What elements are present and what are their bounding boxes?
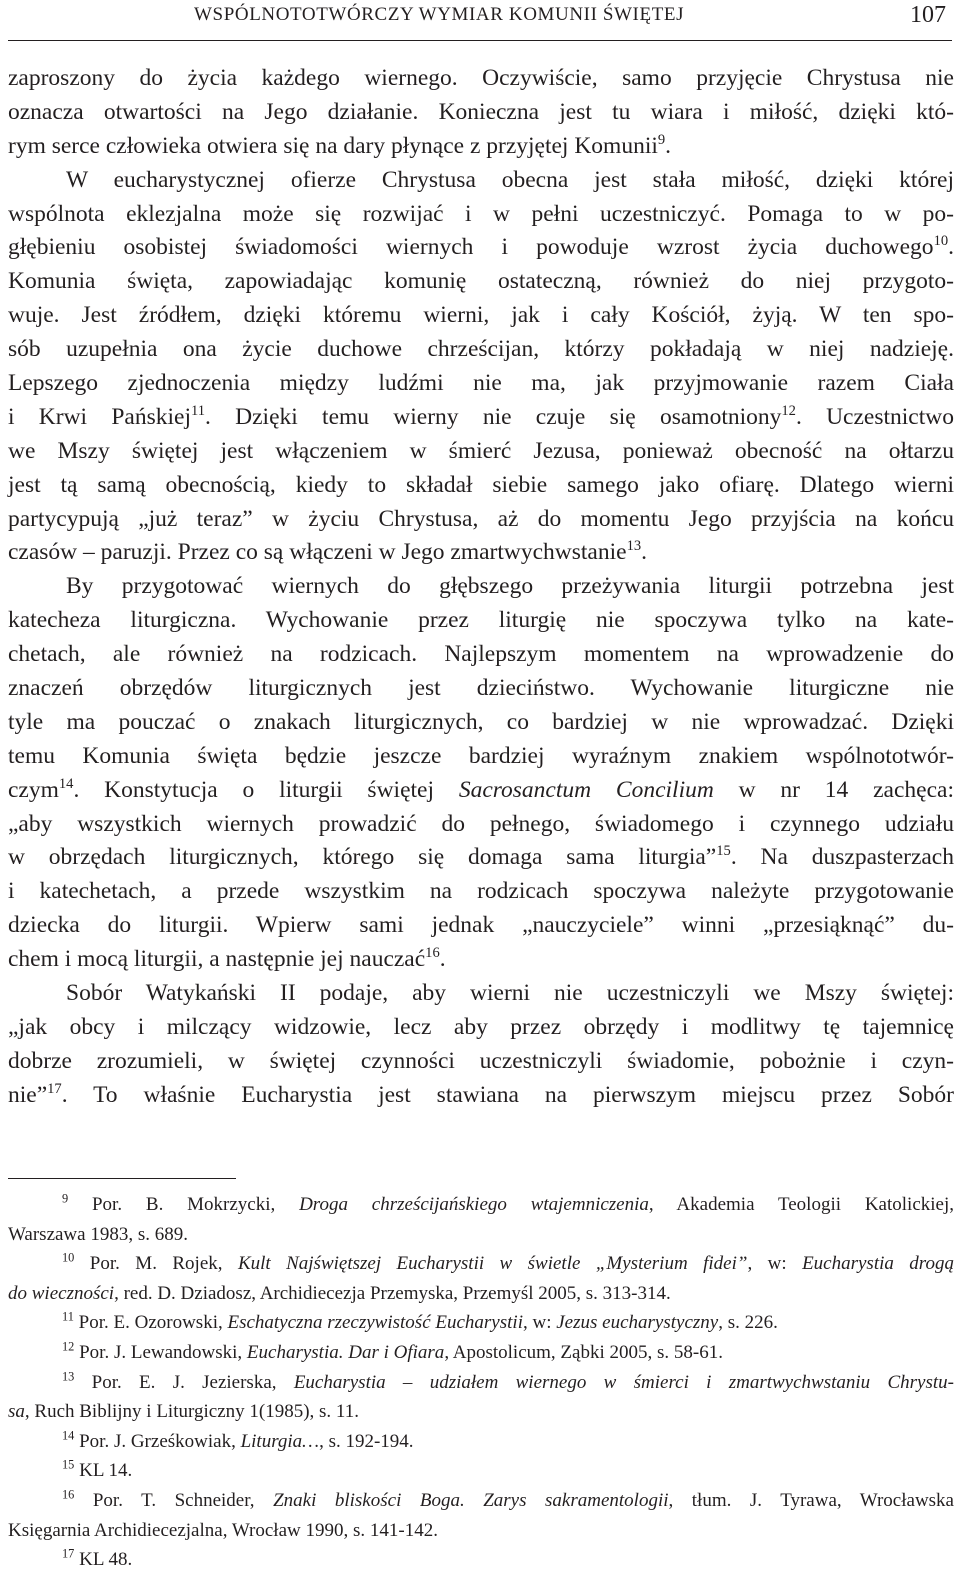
footnote-line — [8, 1516, 954, 1546]
line-text: . — [665, 132, 672, 159]
text-line — [8, 808, 954, 842]
footnote-line — [8, 1427, 954, 1457]
line-text: sób uzupełnia ona życie duchowe chrześcijan, którzy pokładają w niej nadzieję. — [8, 336, 954, 363]
line-text: chem i mocą liturgii, a następnie jej nauczać — [8, 946, 426, 973]
line-text: . — [948, 234, 954, 261]
footnote-text: Por. T. Schneider, — [74, 1489, 274, 1511]
italic-title: Sacrosanctum Concilium — [458, 776, 714, 803]
text-line — [8, 231, 954, 265]
line-text: temu Komunia święta będzie jeszcze bardziej wyraźnym znakiem wspólnototwór- — [8, 742, 954, 769]
text-line — [8, 265, 954, 299]
main-text — [8, 62, 954, 1113]
line-text: czasów – paruzji. Przez co są włączeni w Jego zmartwychwstanie — [8, 539, 627, 566]
italic-title: Liturgia… — [240, 1430, 320, 1452]
text-line — [8, 401, 954, 435]
text-line — [8, 333, 954, 367]
line-text: . Na duszpasterzach — [730, 844, 954, 871]
footnote-text: , Ruch Biblijny i Liturgiczny 1(1985), s. 11. — [24, 1401, 359, 1423]
footnote-separator — [8, 1178, 236, 1179]
footnote-text: KL 14. — [74, 1460, 133, 1482]
text-line — [8, 96, 954, 130]
italic-title: Jezus eucharystyczny — [556, 1312, 719, 1334]
footnote-text: , w: — [747, 1253, 803, 1275]
footnote-number: 14 — [62, 1428, 75, 1443]
footnote-number: 12 — [62, 1339, 75, 1354]
line-text: czym — [8, 776, 59, 803]
line-text: „aby wszystkich wiernych prowadzić do pełnego, świadomego i czynnego udziału — [8, 810, 954, 837]
footnote-text: KL 48. — [74, 1549, 133, 1571]
line-text: . — [641, 539, 648, 566]
text-line — [8, 367, 954, 401]
text-line — [8, 943, 954, 977]
text-line — [8, 198, 954, 232]
line-text: W eucharystycznej ofierze Chrystusa obecna jest stała miłość, dzięki której — [66, 166, 954, 193]
footnote-line — [8, 1486, 954, 1516]
footnote-number: 10 — [62, 1250, 75, 1265]
footnote-ref: 16 — [425, 945, 440, 962]
text-line — [8, 536, 954, 570]
text-line — [8, 570, 954, 604]
text-line — [8, 841, 954, 875]
italic-title: Eucharystia drogą — [802, 1253, 954, 1275]
line-text: partycypują „już teraz” w życiu Chrystusa, aż do momentu Jego przyjścia na końcu — [8, 505, 954, 532]
footnote-line — [8, 1220, 954, 1250]
footnote-line — [8, 1456, 954, 1486]
footnote-line — [8, 1249, 954, 1279]
line-text: we Mszy świętej jest włączeniem w śmierć Jezusa, ponieważ obecność na ołtarzu — [8, 437, 954, 464]
line-text: rym serce człowieka otwiera się na dary płynące z przyjętej Komunii — [8, 132, 658, 159]
footnote-text: Warszawa 1983, s. 689. — [8, 1223, 188, 1245]
italic-title: do wieczności — [8, 1282, 115, 1304]
footnotes — [8, 1190, 954, 1575]
text-line — [8, 774, 954, 808]
line-text: . Konstytucja o liturgii świętej — [73, 776, 459, 803]
italic-title: sa — [8, 1401, 25, 1423]
text-line — [8, 1079, 954, 1113]
line-text: Lepszego zjednoczenia między ludźmi nie ma, jak przyjmowanie razem Ciała — [8, 370, 954, 397]
footnote-line — [8, 1368, 954, 1398]
italic-title: Eucharystia. Dar i Ofiara — [246, 1341, 445, 1363]
line-text: By przygotować wiernych do głębszego przeżywania liturgii potrzebna jest — [66, 573, 954, 600]
italic-title: Kult Najświętszej Eucharystii w świetle „Mysterium fidei” — [237, 1253, 748, 1275]
text-line — [8, 299, 954, 333]
line-text: i Krwi Pańskiej — [8, 403, 191, 430]
footnote-number: 15 — [62, 1458, 75, 1473]
line-text: Komunia święta, zapowiadając komunię ostateczną, również do niej przygoto- — [8, 268, 954, 295]
footnote-line — [8, 1279, 954, 1309]
footnote-text: , s. 192-194. — [319, 1430, 414, 1452]
footnote-text: Por. B. Mokrzycki, — [68, 1194, 300, 1215]
italic-title: Droga chrześcijańskiego wtajemniczenia — [299, 1194, 649, 1215]
footnote-number: 11 — [62, 1310, 74, 1325]
footnote-line — [8, 1338, 954, 1368]
text-line — [8, 875, 954, 909]
footnote-text: , Akademia Teologii Katolickiej, — [648, 1194, 954, 1215]
line-text: oznacza otwartości na Jego działanie. Konieczna jest tu wiara i miłość, dzięki któ- — [8, 98, 954, 125]
page-number: 107 — [910, 2, 946, 28]
line-text: jest tą samą obecnością, kiedy to składał siebie samego jako ofiarę. Dlatego wierni — [8, 471, 954, 498]
footnote-ref: 11 — [190, 403, 206, 420]
footnote-text: Por. J. Lewandowski, — [74, 1341, 247, 1363]
footnote-text: Por. E. J. Jezierska, — [74, 1371, 294, 1393]
text-line — [8, 435, 954, 469]
footnote-ref: 17 — [47, 1080, 62, 1097]
footnote-text: , tłum. J. Tyrawa, Wrocławska — [668, 1489, 954, 1511]
footnote-line — [8, 1190, 954, 1220]
italic-title: Eucharystia – udziałem wiernego w śmierci i zmartwychwstaniu Chrystu- — [293, 1371, 954, 1393]
italic-title: Eschatyczna rzeczywistość Eucharystii — [227, 1312, 523, 1334]
footnote-line — [8, 1308, 954, 1338]
line-text: . — [439, 946, 446, 973]
footnote-text: Por. E. Ozorowski, — [73, 1312, 228, 1334]
italic-title: Znaki bliskości Boga. Zarys sakramentologii — [273, 1489, 669, 1511]
running-title: WSPÓLNOTOTWÓRCZY WYMIAR KOMUNII ŚWIĘTEJ — [194, 4, 685, 25]
footnote-text: , red. D. Dziadosz, Archidiecezja Przemyska, Przemyśl 2005, s. 313-314. — [114, 1282, 671, 1304]
text-line — [8, 909, 954, 943]
line-text: zaproszony do życia każdego wiernego. Oczywiście, samo przyjęcie Chrystusa nie — [8, 65, 954, 91]
text-line — [8, 672, 954, 706]
footnote-number: 16 — [62, 1487, 75, 1502]
footnote-number: 17 — [62, 1546, 75, 1561]
line-text: nie” — [8, 1081, 48, 1108]
line-text: głębieniu osobistej świadomości wiernych i powoduje wzrost życia duchowego — [8, 234, 934, 261]
footnote-text: Por. J. Grześkowiak, — [74, 1430, 241, 1452]
footnote-text: , s. 226. — [718, 1312, 778, 1334]
footnote-text: , w: — [522, 1312, 557, 1334]
line-text: Sobór Watykański II podaje, aby wierni nie uczestniczyli we Mszy świętej: — [66, 980, 954, 1007]
footnote-text: Por. M. Rojek, — [74, 1253, 238, 1275]
footnote-text: Księgarnia Archidiecezjalna, Wrocław 1990, s. 141-142. — [8, 1519, 438, 1541]
line-text: „jak obcy i milczący widzowie, lecz aby przez obrzędy i modlitwy tę tajemnicę — [8, 1013, 954, 1040]
footnote-ref: 12 — [781, 403, 796, 420]
text-line — [8, 740, 954, 774]
text-line — [8, 62, 954, 96]
line-text: chetach, ale również na rodzicach. Najlepszym momentem na wprowadzenie do — [8, 641, 954, 668]
line-text: w obrzędach liturgicznych, którego się domaga sama liturgia” — [8, 844, 717, 871]
text-line — [8, 706, 954, 740]
line-text: wuje. Jest źródłem, dzięki któremu wierni, jak i cały Kościół, żyją. W ten spo- — [8, 302, 954, 329]
text-line — [8, 164, 954, 198]
text-line — [8, 469, 954, 503]
footnote-ref: 9 — [657, 131, 666, 148]
text-line — [8, 503, 954, 537]
footnote-ref: 13 — [626, 538, 642, 555]
line-text: znaczeń obrzędów liturgicznych jest dzieciństwo. Wychowanie liturgiczne nie — [8, 675, 954, 702]
line-text: i katechetach, a przede wszystkim na rodzicach spoczywa należyte przygotowanie — [8, 878, 954, 905]
line-text: dobrze zrozumieli, w świętej czynności uczestniczyli świadomie, pobożnie i czyn- — [8, 1047, 954, 1074]
footnote-ref: 14 — [58, 775, 74, 792]
line-text: . To właśnie Eucharystia jest stawiana na pierwszym miejscu przez Sobór — [61, 1081, 954, 1108]
text-line — [8, 977, 954, 1011]
footnote-line — [8, 1397, 954, 1427]
text-line — [8, 1045, 954, 1079]
footnote-number: 9 — [62, 1191, 69, 1206]
line-text: w nr 14 zachęca: — [713, 776, 954, 803]
text-line — [8, 604, 954, 638]
line-text: wspólnota eklezjalna może się rozwijać i w pełni uczestniczyć. Pomaga to w po- — [8, 200, 954, 227]
line-text: . Dzięki temu wierny nie czuje się osamotniony — [205, 403, 782, 430]
line-text: katecheza liturgiczna. Wychowanie przez liturgię nie spoczywa tylko na kate- — [8, 607, 954, 634]
line-text: dziecka do liturgii. Wpierw sami jednak „nauczyciele” winni „przesiąknąć” du- — [8, 912, 954, 939]
footnote-number: 13 — [62, 1369, 75, 1384]
footnote-ref: 10 — [933, 233, 949, 250]
footnote-line — [8, 1545, 954, 1575]
footnote-text: , Apostolicum, Ząbki 2005, s. 58-61. — [444, 1341, 723, 1363]
text-line — [8, 130, 954, 164]
running-header — [8, 0, 952, 41]
text-line — [8, 638, 954, 672]
text-line — [8, 1011, 954, 1045]
line-text: tyle ma pouczać o znakach liturgicznych, co bardziej w nie wprowadzać. Dzięki — [8, 708, 954, 735]
footnote-ref: 15 — [716, 843, 731, 860]
line-text: . Uczestnictwo — [795, 403, 954, 430]
